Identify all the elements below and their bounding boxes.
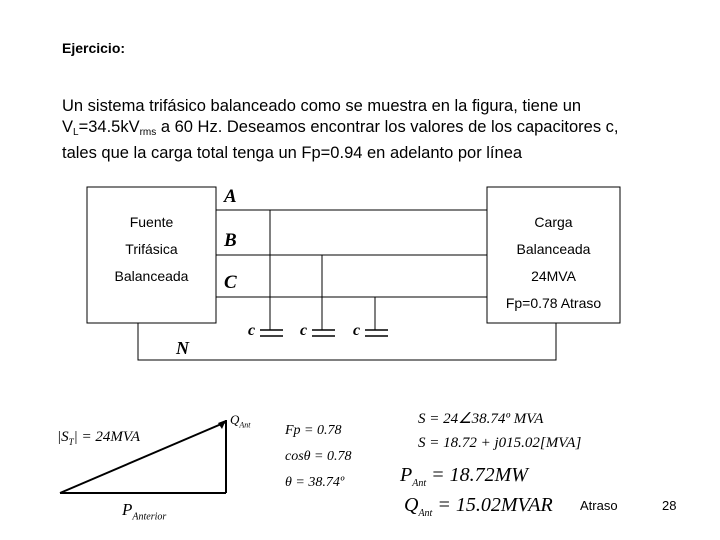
arrow-head-icon xyxy=(218,420,226,429)
fp-equation: Fp = 0.78 xyxy=(285,423,342,438)
load-line-2: Balanceada xyxy=(516,241,591,257)
page-number: 28 xyxy=(662,498,677,513)
s-total-label xyxy=(57,429,140,447)
exercise-title: Ejercicio: xyxy=(62,40,126,56)
q-subscript: Ant xyxy=(239,420,251,430)
voltage-subscript-rms: rms xyxy=(139,127,157,138)
p-ant-equation xyxy=(400,464,528,489)
phase-a-label: A xyxy=(224,186,237,207)
problem-line-3: tales que la carga total tenga un Fp=0.94 en adelanto por línea xyxy=(62,144,523,162)
phase-b-label: B xyxy=(224,230,237,251)
p-ant-value: = 18.72MW xyxy=(426,464,528,486)
source-line-2: Trifásica xyxy=(125,241,178,257)
atraso-note: Atraso xyxy=(580,498,618,513)
source-line-3: Balanceada xyxy=(114,268,189,284)
p-ant-symbol: P xyxy=(400,464,413,486)
phase-c-label: C xyxy=(224,272,237,293)
load-label xyxy=(487,214,620,311)
q-ant-symbol: Q xyxy=(404,494,419,516)
source-line-1: Fuente xyxy=(129,214,174,230)
neutral-label: N xyxy=(176,338,189,358)
theta-equation: θ = 38.74º xyxy=(285,475,345,490)
q-ant-triangle-label xyxy=(230,412,251,430)
problem-line-1: Un sistema trifásico balanceado como se muestra en la figura, tiene un xyxy=(62,97,582,115)
voltage-symbol: V xyxy=(62,118,74,136)
p-subscript: Anterior xyxy=(132,511,167,523)
s-symbol: |S xyxy=(57,429,69,445)
s-rect-equation: S = 18.72 + j015.02[MVA] xyxy=(418,435,582,451)
p-symbol: P xyxy=(122,500,133,519)
source-label xyxy=(87,214,216,284)
s-polar-equation: S = 24∠38.74º MVA xyxy=(418,411,544,427)
p-anterior-label xyxy=(122,500,166,522)
q-symbol: Q xyxy=(230,412,240,427)
problem-line-2: a 60 Hz. Deseamos encontrar los valores de los capacitores c, xyxy=(156,118,619,136)
s-value: | = 24MVA xyxy=(73,429,141,445)
cap-label-b: c xyxy=(300,322,308,339)
cap-label-a: c xyxy=(248,322,256,339)
voltage-value: =34.5kV xyxy=(78,118,140,136)
neutral-line xyxy=(138,323,556,360)
q-ant-equation xyxy=(404,494,553,519)
load-line-1: Carga xyxy=(534,214,573,230)
q-ant-value: = 15.02MVAR xyxy=(432,494,553,516)
cos-equation: cosθ = 0.78 xyxy=(285,449,352,464)
load-line-3: 24MVA xyxy=(531,268,576,284)
p-ant-subscript: Ant xyxy=(412,478,427,489)
voltage-subscript-l: L xyxy=(73,127,79,138)
s-subscript: T xyxy=(68,437,74,447)
cap-label-c: c xyxy=(353,322,361,339)
q-ant-subscript: Ant xyxy=(418,508,433,519)
load-line-4: Fp=0.78 Atraso xyxy=(505,295,602,311)
